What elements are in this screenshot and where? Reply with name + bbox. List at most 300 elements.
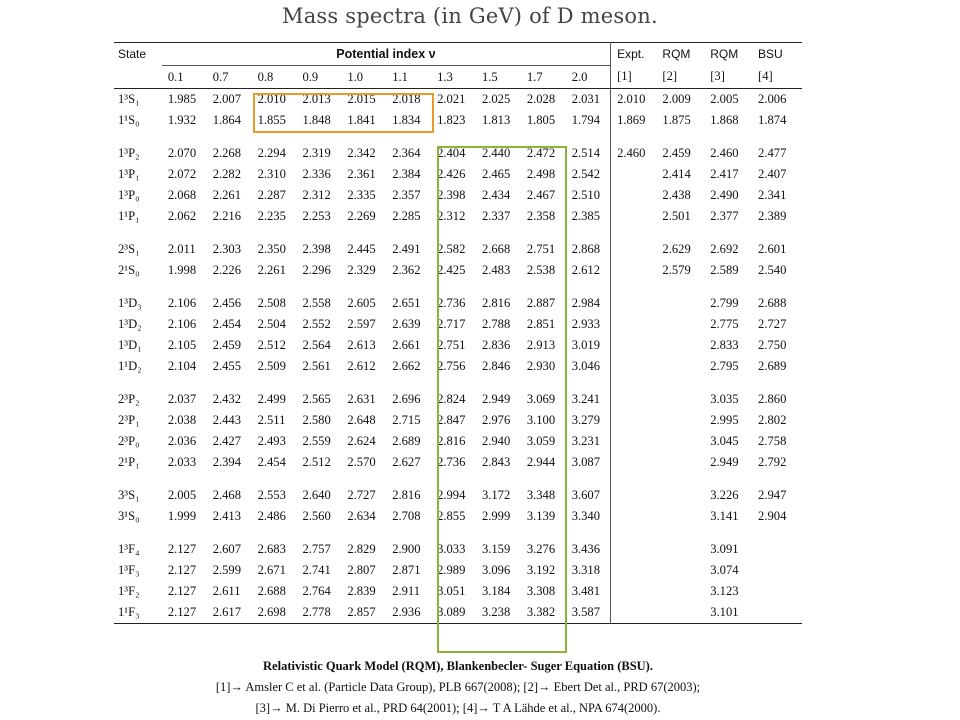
- mass-value: 2.329: [347, 263, 376, 277]
- mass-value: 2.377: [710, 209, 739, 223]
- mass-value: 2.692: [710, 242, 739, 256]
- mass-value: 3.091: [710, 542, 739, 556]
- mass-value: 2.727: [758, 317, 787, 331]
- table-row: [114, 485, 802, 506]
- header-rqm-2: RQM: [658, 43, 706, 66]
- mass-value: 2.384: [392, 167, 421, 181]
- mass-value: 2.362: [392, 263, 421, 277]
- mass-value: 2.512: [257, 338, 286, 352]
- mass-value: 2.105: [167, 338, 197, 352]
- mass-value: 2.477: [758, 146, 787, 160]
- mass-value: 2.601: [758, 242, 787, 256]
- mass-value: 2.751: [437, 338, 466, 352]
- header-bsu: BSU: [754, 43, 802, 66]
- mass-value: 3.141: [710, 509, 739, 523]
- mass-value: 2.319: [302, 146, 331, 160]
- mass-value: 2.312: [437, 209, 466, 223]
- mass-value: 3.096: [481, 563, 511, 577]
- mass-value: 2.335: [347, 188, 376, 202]
- mass-value: 1.813: [481, 113, 511, 127]
- mass-value: [611, 335, 659, 356]
- mass-value: 2.624: [347, 434, 376, 448]
- mass-value: 1.848: [302, 113, 331, 127]
- mass-value: 3.172: [481, 488, 511, 502]
- mass-value: 2.629: [662, 242, 691, 256]
- mass-value: [658, 539, 706, 560]
- mass-value: 1.855: [257, 113, 286, 127]
- mass-value: 2.564: [302, 338, 331, 352]
- mass-value: 2.460: [617, 146, 646, 160]
- state-label: 1¹S₀: [118, 113, 140, 127]
- state-label: 2³P₁: [118, 413, 140, 427]
- mass-value: 2.127: [167, 542, 197, 556]
- mass-value: 2.472: [526, 146, 556, 160]
- mass-value: 2.358: [526, 209, 556, 223]
- mass-value: [658, 452, 706, 473]
- mass-value: 2.836: [481, 338, 511, 352]
- mass-value: 2.454: [257, 455, 286, 469]
- mass-value: 2.015: [347, 92, 376, 106]
- group-spacer: [114, 527, 802, 539]
- mass-value: 2.751: [526, 242, 556, 256]
- mass-value: 2.389: [758, 209, 787, 223]
- mass-value: 2.434: [481, 188, 511, 202]
- mass-value: 2.617: [207, 602, 252, 624]
- group-spacer: [114, 377, 802, 389]
- mass-value: 2.216: [212, 209, 242, 223]
- mass-value: 2.394: [212, 455, 242, 469]
- mass-value: 2.031: [566, 89, 611, 111]
- state-label: 1³F₂: [118, 584, 140, 598]
- state-label: 1³D₃: [118, 296, 142, 310]
- mass-value: 2.486: [257, 509, 286, 523]
- mass-value: 2.540: [758, 263, 787, 277]
- mass-value: 3.019: [566, 335, 611, 356]
- mass-value: 2.310: [257, 167, 286, 181]
- header-nu-value: 0.8: [252, 66, 297, 89]
- mass-value: 2.459: [212, 338, 242, 352]
- table-row: [114, 389, 802, 410]
- mass-value: 2.607: [212, 542, 242, 556]
- mass-value: 2.028: [526, 92, 556, 106]
- mass-value: 2.940: [481, 434, 511, 448]
- table-row: [114, 185, 802, 206]
- header-nu-value: 1.5: [476, 66, 521, 89]
- mass-value: 2.816: [392, 488, 421, 502]
- mass-value: 2.949: [710, 455, 739, 469]
- mass-value: 3.226: [710, 488, 739, 502]
- mass-value: 2.860: [758, 392, 787, 406]
- mass-value: 2.342: [347, 146, 376, 160]
- mass-value: 2.741: [302, 563, 331, 577]
- mass-value: 2.689: [392, 434, 421, 448]
- mass-value: 2.868: [566, 239, 611, 260]
- mass-value: 1.868: [710, 113, 739, 127]
- mass-value: 2.553: [257, 488, 286, 502]
- header-nu-value: 0.9: [296, 66, 341, 89]
- mass-value: [611, 410, 659, 431]
- mass-value: 3.607: [566, 485, 611, 506]
- mass-value: 2.688: [257, 584, 286, 598]
- mass-value: 2.807: [347, 563, 376, 577]
- state-label: 1³F₄: [118, 542, 140, 556]
- table-row: [114, 356, 802, 377]
- mass-value: 2.350: [257, 242, 286, 256]
- mass-value: 2.465: [481, 167, 511, 181]
- mass-value: 2.984: [566, 293, 611, 314]
- mass-value: 2.445: [347, 242, 376, 256]
- mass-value: 2.913: [526, 338, 556, 352]
- mass-value: 2.857: [341, 602, 386, 624]
- mass-value: 2.565: [302, 392, 331, 406]
- table-row: [114, 89, 802, 111]
- mass-value: 2.612: [347, 359, 376, 373]
- mass-value: 2.011: [167, 242, 196, 256]
- mass-value: [611, 164, 659, 185]
- mass-value: 2.871: [392, 563, 421, 577]
- mass-value: 3.074: [710, 563, 739, 577]
- mass-value: 2.698: [252, 602, 297, 624]
- mass-value: [611, 356, 659, 377]
- mass-value: 2.989: [437, 563, 466, 577]
- mass-value: 2.816: [481, 296, 511, 310]
- mass-value: 2.010: [617, 92, 646, 106]
- mass-value: 2.037: [167, 392, 197, 406]
- mass-value: [658, 485, 706, 506]
- mass-value: 2.407: [758, 167, 787, 181]
- mass-value: [611, 185, 659, 206]
- mass-value: 2.261: [212, 188, 242, 202]
- table-row: [114, 506, 802, 527]
- state-label: 2¹S₀: [118, 263, 140, 277]
- header-nu-value: 1.3: [431, 66, 476, 89]
- mass-value: 2.021: [437, 92, 466, 106]
- mass-value: [658, 506, 706, 527]
- mass-value: 2.757: [302, 542, 331, 556]
- table-row: [114, 602, 802, 624]
- mass-value: 2.758: [758, 434, 787, 448]
- mass-value: 2.671: [257, 563, 286, 577]
- mass-value: 3.231: [566, 431, 611, 452]
- mass-value: 2.398: [437, 188, 466, 202]
- mass-value: 3.035: [710, 392, 739, 406]
- mass-value: 2.949: [481, 392, 511, 406]
- mass-value: 2.855: [437, 509, 466, 523]
- footnote-refs-1-2: [1]→ Amsler C et al. (Particle Data Group), PLB 667(2008); [2]→ Ebert Det al., PRD 67(2003);: [215, 680, 701, 694]
- mass-value: 2.005: [167, 488, 197, 502]
- mass-value: 2.414: [662, 167, 691, 181]
- mass-value: 3.276: [526, 542, 556, 556]
- mass-value: 2.976: [481, 413, 511, 427]
- mass-value: 2.498: [526, 167, 556, 181]
- mass-value: [611, 431, 659, 452]
- mass-value: 2.560: [302, 509, 331, 523]
- mass-value: 2.072: [167, 167, 197, 181]
- mass-value: 3.340: [566, 506, 611, 527]
- mass-value: 1.875: [662, 113, 691, 127]
- mass-value: 1.841: [347, 113, 376, 127]
- mass-value: 2.512: [302, 455, 331, 469]
- mass-value: 3.159: [481, 542, 511, 556]
- mass-value: 2.764: [302, 584, 331, 598]
- mass-value: 2.708: [392, 509, 421, 523]
- mass-value: 2.599: [212, 563, 242, 577]
- mass-value: 3.348: [526, 488, 556, 502]
- page-title: Mass spectra (in GeV) of D meson.: [282, 4, 658, 28]
- mass-value: 2.824: [437, 392, 466, 406]
- mass-value: 2.994: [437, 488, 466, 502]
- state-label: 1³F₃: [118, 563, 140, 577]
- mass-value: [754, 602, 802, 624]
- group-spacer: [114, 281, 802, 293]
- mass-value: 2.689: [758, 359, 787, 373]
- mass-value: 2.662: [392, 359, 421, 373]
- mass-value: [658, 356, 706, 377]
- mass-value: 2.398: [302, 242, 331, 256]
- header-nu-value: 0.1: [162, 66, 207, 89]
- mass-value: 2.851: [526, 317, 556, 331]
- table-row: [114, 110, 802, 131]
- mass-value: 2.843: [481, 455, 511, 469]
- mass-value: [611, 239, 659, 260]
- mass-value: 2.756: [437, 359, 466, 373]
- mass-value: 2.454: [212, 317, 242, 331]
- mass-value: 2.799: [710, 296, 739, 310]
- mass-value: 2.792: [758, 455, 787, 469]
- mass-value: 2.438: [662, 188, 691, 202]
- mass-value: 2.788: [481, 317, 511, 331]
- mass-value: 2.795: [710, 359, 739, 373]
- mass-value: 2.013: [302, 92, 331, 106]
- mass-value: 3.192: [526, 563, 556, 577]
- mass-value: 2.552: [302, 317, 331, 331]
- mass-value: 2.038: [167, 413, 197, 427]
- header-reference: [2]: [658, 66, 706, 89]
- mass-value: 2.455: [212, 359, 242, 373]
- mass-value: 2.727: [347, 488, 376, 502]
- mass-value: 2.715: [392, 413, 421, 427]
- mass-value: 1.874: [758, 113, 787, 127]
- mass-value: 3.045: [710, 434, 739, 448]
- state-label: 1¹D₂: [118, 359, 142, 373]
- header-nu-value: 1.7: [521, 66, 566, 89]
- mass-value: 2.062: [167, 209, 197, 223]
- mass-value: 2.634: [347, 509, 376, 523]
- mass-value: 2.417: [710, 167, 739, 181]
- mass-value: 3.139: [526, 509, 556, 523]
- mass-value: 2.597: [347, 317, 376, 331]
- mass-value: 1.999: [167, 509, 197, 523]
- mass-value: 2.491: [392, 242, 421, 256]
- mass-value: 2.504: [257, 317, 286, 331]
- mass-value: 3.046: [566, 356, 611, 377]
- mass-value: 2.068: [167, 188, 197, 202]
- mass-value: 2.493: [257, 434, 286, 448]
- mass-value: 2.510: [566, 185, 611, 206]
- mass-value: 2.285: [392, 209, 421, 223]
- mass-value: [611, 260, 659, 281]
- mass-value: 2.427: [212, 434, 242, 448]
- header-potential-index: Potential index ν: [162, 43, 611, 66]
- mass-value: 2.833: [710, 338, 739, 352]
- mass-value: 2.106: [167, 317, 197, 331]
- mass-value: 2.432: [212, 392, 242, 406]
- mass-value: 2.839: [347, 584, 376, 598]
- mass-value: [611, 539, 659, 560]
- mass-value: 2.009: [662, 92, 691, 106]
- mass-value: [658, 335, 706, 356]
- state-label: 1³D₂: [118, 317, 142, 331]
- table-row: [114, 260, 802, 281]
- mass-value: 2.582: [437, 242, 466, 256]
- footnote-abbreviations: Relativistic Quark Model (RQM), Blankenbecler- Suger Equation (BSU).: [263, 659, 653, 673]
- mass-value: [611, 485, 659, 506]
- mass-value: [658, 410, 706, 431]
- mass-value: 2.612: [566, 260, 611, 281]
- mass-value: 2.631: [347, 392, 376, 406]
- mass-value: 2.296: [302, 263, 331, 277]
- mass-value: 2.361: [347, 167, 376, 181]
- state-label: 1³P₂: [118, 146, 140, 160]
- mass-spectra-table: [114, 42, 802, 624]
- mass-value: 2.508: [257, 296, 286, 310]
- mass-value: 2.459: [662, 146, 691, 160]
- mass-value: 3.184: [481, 584, 511, 598]
- mass-value: 2.930: [526, 359, 556, 373]
- mass-value: 2.580: [302, 413, 331, 427]
- mass-value: 2.947: [758, 488, 787, 502]
- table-row: [114, 143, 802, 164]
- mass-value: 2.033: [167, 455, 197, 469]
- mass-value: [611, 581, 659, 602]
- mass-value: 3.089: [431, 602, 476, 624]
- mass-value: [611, 560, 659, 581]
- mass-value: [611, 314, 659, 335]
- header-nu-value: 1.1: [386, 66, 431, 89]
- mass-value: 2.936: [386, 602, 431, 624]
- mass-value: 2.425: [437, 263, 466, 277]
- mass-value: [658, 581, 706, 602]
- mass-value: 2.911: [392, 584, 421, 598]
- mass-value: 2.070: [167, 146, 197, 160]
- mass-value: 2.282: [212, 167, 242, 181]
- mass-value: 3.087: [566, 452, 611, 473]
- mass-value: 3.241: [566, 389, 611, 410]
- mass-value: 3.382: [521, 602, 566, 624]
- mass-value: 2.499: [257, 392, 286, 406]
- mass-value: 2.605: [347, 296, 376, 310]
- mass-value: 2.490: [710, 188, 739, 202]
- mass-value: 2.312: [302, 188, 331, 202]
- group-spacer: [114, 131, 802, 143]
- table-row: [114, 164, 802, 185]
- mass-value: 2.561: [302, 359, 331, 373]
- mass-value: 2.336: [302, 167, 331, 181]
- state-label: 3³S₁: [118, 488, 140, 502]
- mass-value: 2.025: [481, 92, 511, 106]
- mass-value: 2.736: [437, 455, 466, 469]
- mass-value: [658, 602, 706, 624]
- footnotes: [114, 656, 802, 719]
- mass-value: 2.501: [662, 209, 691, 223]
- header-reference: [1]: [611, 66, 659, 89]
- mass-value: [658, 560, 706, 581]
- mass-value: 2.337: [481, 209, 511, 223]
- mass-value: 2.750: [758, 338, 787, 352]
- table-row: [114, 410, 802, 431]
- mass-value: 2.816: [437, 434, 466, 448]
- mass-value: [754, 539, 802, 560]
- mass-value: 2.589: [710, 263, 739, 277]
- mass-value: 1.805: [526, 113, 556, 127]
- mass-value: [611, 206, 659, 227]
- mass-value: 2.904: [758, 509, 787, 523]
- mass-value: 3.123: [710, 584, 739, 598]
- mass-value: 2.261: [257, 263, 286, 277]
- mass-value: 2.460: [710, 146, 739, 160]
- mass-value: 2.440: [481, 146, 511, 160]
- mass-value: 3.279: [566, 410, 611, 431]
- mass-value: 2.268: [212, 146, 242, 160]
- mass-value: 2.613: [347, 338, 376, 352]
- mass-value: 3.587: [566, 602, 611, 624]
- table-row: [114, 431, 802, 452]
- mass-value: 3.318: [566, 560, 611, 581]
- mass-value: 2.627: [392, 455, 421, 469]
- mass-value: 1.794: [566, 110, 611, 131]
- header-nu-value: 1.0: [341, 66, 386, 89]
- mass-value: 2.648: [347, 413, 376, 427]
- mass-value: 2.456: [212, 296, 242, 310]
- mass-value: 1.932: [167, 113, 197, 127]
- group-spacer: [114, 473, 802, 485]
- header-state: State: [114, 43, 162, 66]
- table-row: [114, 314, 802, 335]
- mass-value: 2.995: [710, 413, 739, 427]
- mass-value: 1.823: [437, 113, 466, 127]
- table-row: [114, 581, 802, 602]
- mass-value: 3.059: [526, 434, 556, 448]
- mass-value: [658, 431, 706, 452]
- mass-value: 2.467: [526, 188, 556, 202]
- mass-value: 2.829: [347, 542, 376, 556]
- header-expt: Expt.: [611, 43, 659, 66]
- mass-value: 2.010: [257, 92, 286, 106]
- mass-value: 3.481: [566, 581, 611, 602]
- mass-value: 2.887: [526, 296, 556, 310]
- mass-value: 2.775: [710, 317, 739, 331]
- mass-value: 2.468: [212, 488, 242, 502]
- mass-value: [658, 314, 706, 335]
- state-label: 2¹P₁: [118, 455, 140, 469]
- state-label: 1³P₀: [118, 188, 140, 202]
- mass-value: 2.385: [566, 206, 611, 227]
- mass-value: 2.127: [167, 563, 197, 577]
- state-label: 1³S₁: [118, 92, 140, 106]
- mass-value: 2.683: [257, 542, 286, 556]
- state-label: 1¹P₁: [118, 209, 140, 223]
- mass-value: [611, 506, 659, 527]
- mass-value: 1.864: [212, 113, 242, 127]
- table-row: [114, 335, 802, 356]
- header-reference: [3]: [706, 66, 754, 89]
- header-nu-value: 0.7: [207, 66, 252, 89]
- table-row: [114, 293, 802, 314]
- mass-value: 2.570: [347, 455, 376, 469]
- mass-value: 2.511: [257, 413, 286, 427]
- mass-value: 2.611: [212, 584, 241, 598]
- mass-value: 2.443: [212, 413, 242, 427]
